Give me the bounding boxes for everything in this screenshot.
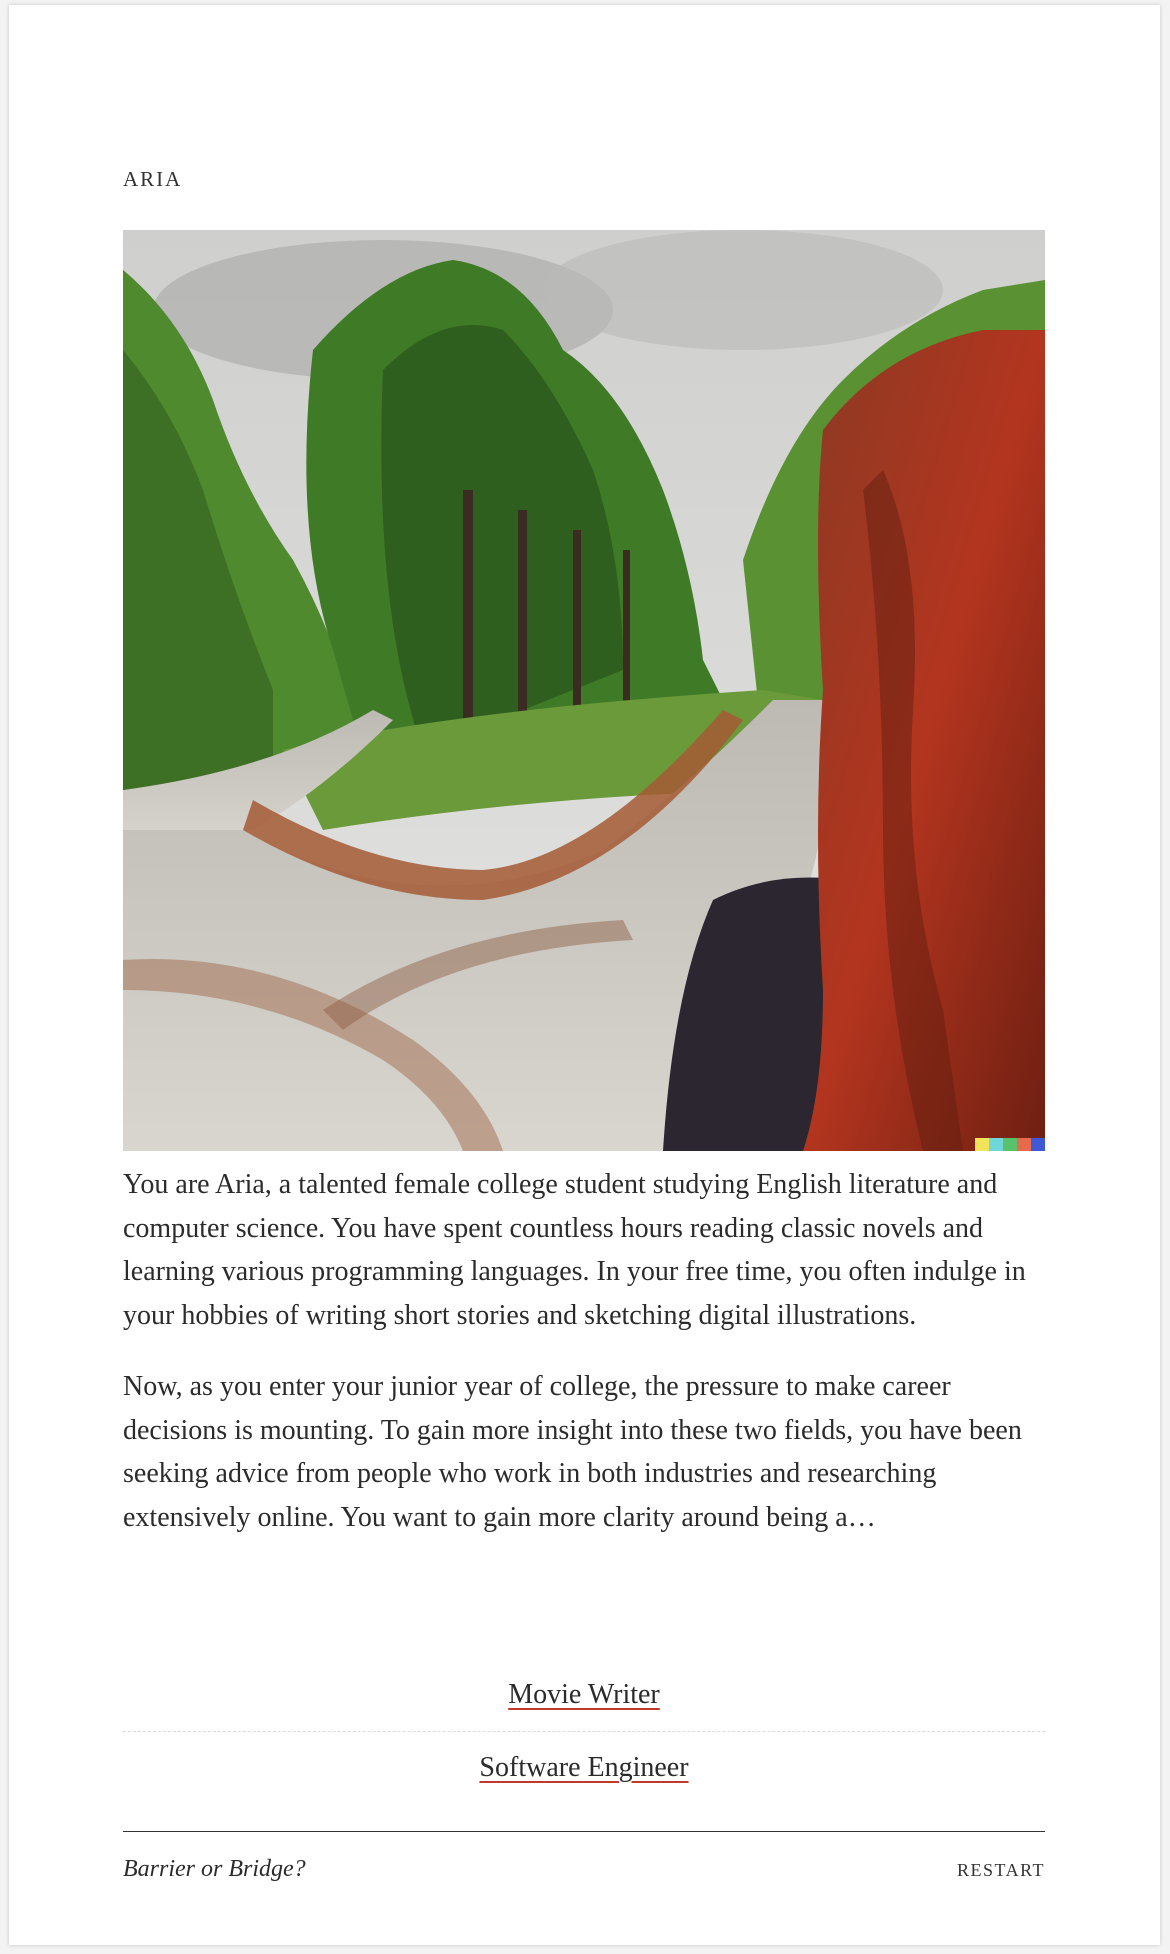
choice-list xyxy=(123,1659,1045,1804)
story-name: Barrier or Bridge? xyxy=(123,1856,306,1882)
story-paragraph: You are Aria, a talented female college student studying English literature and computer science. You have spent countless hours reading classic novels and learning various programming languages. In your free time, you often indulge in your hobbies of writing short stories and sketching digital illustrations. xyxy=(123,1169,1026,1331)
character-name-heading: ARIA xyxy=(123,167,183,191)
restart-button[interactable]: RESTART xyxy=(957,1860,1045,1880)
story-illustration xyxy=(123,230,1045,1151)
story-text xyxy=(123,1163,1045,1567)
choice-movie-writer-link[interactable]: Movie Writer xyxy=(508,1679,660,1710)
story-paragraph: Now, as you enter your junior year of college, the pressure to make career decisions is mounting. To gain more insight into these two fields, you have been seeking advice from people who work in both industries and researching extensively online. You want to gain more clarity around being a… xyxy=(123,1371,1022,1533)
footer-divider xyxy=(123,1831,1045,1832)
story-page xyxy=(9,5,1160,1945)
choice-software-engineer-link[interactable]: Software Engineer xyxy=(479,1752,689,1783)
